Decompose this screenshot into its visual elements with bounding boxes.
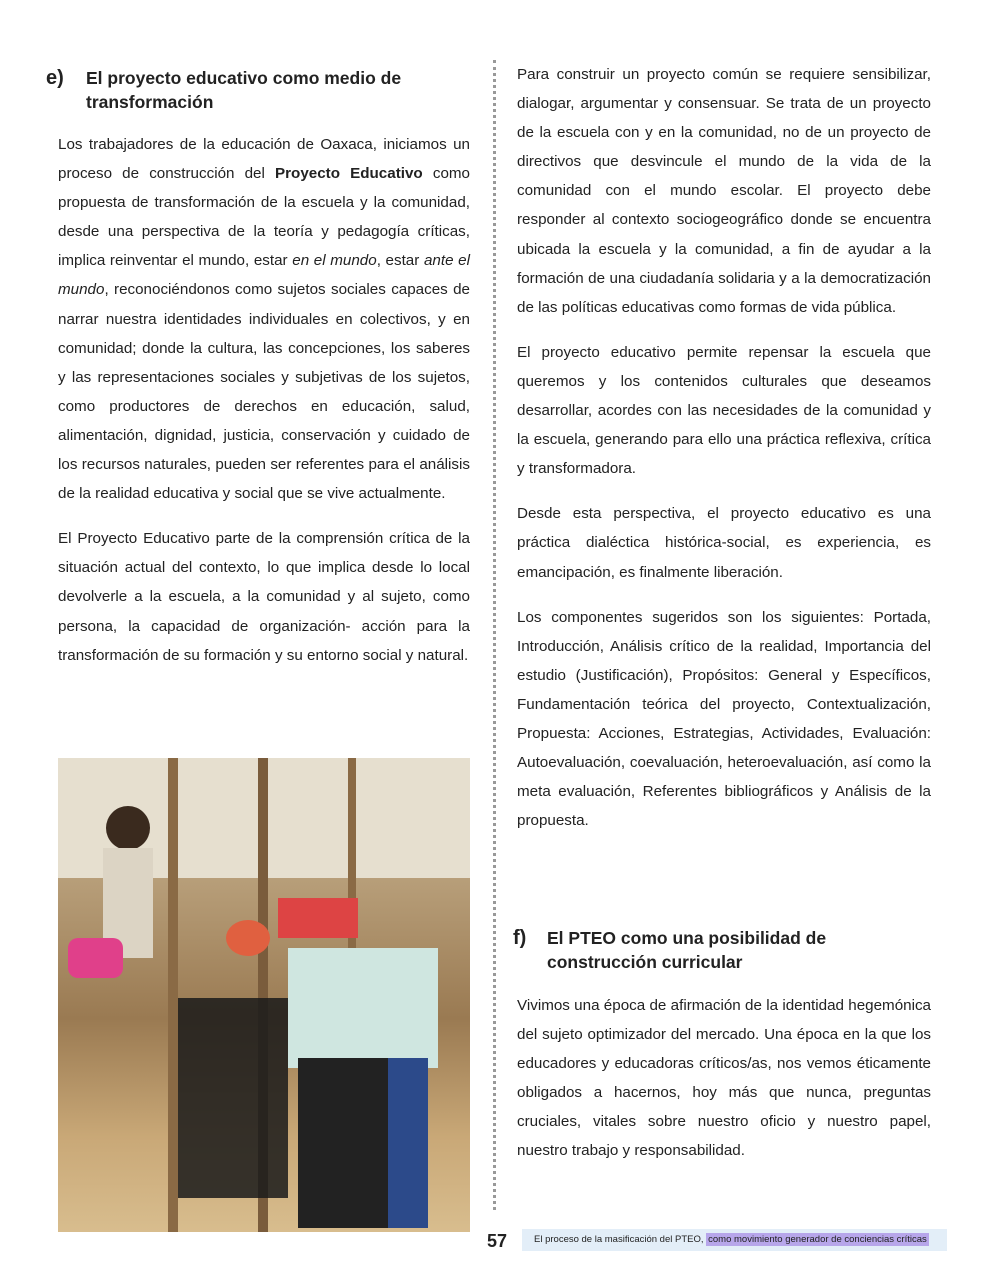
photo-illustration — [58, 758, 470, 1232]
italic-text: en el mundo — [292, 252, 377, 270]
paragraph: El proyecto educativo permite repensar la escuela que queremos y los contenidos culturales que deseamos desarrollar, acordes con las necesidades de la comunidad y la escuela, generando para ello una práctica reflexiva, crítica y transformadora. — [517, 343, 931, 478]
running-footer — [522, 1229, 947, 1251]
paragraph: El Proyecto Educativo parte de la comprensión crítica de la situación actual del contexto, lo que implica desde lo local devolverle a la escuela, a la comunidad y al sujeto, como persona, la capacidad de organización- acción para la transformación de su formación y su entorno social y natural. — [58, 530, 470, 664]
section-letter: f) — [513, 927, 527, 949]
section-f-heading — [513, 926, 913, 974]
photo-children-planting — [58, 758, 470, 1232]
footer-highlight-text: como movimiento generador de conciencias críticas — [708, 1234, 927, 1245]
text: como propuesta de transformación de la escuela y la comunidad, desde una perspectiva de la teoría y pedagogía críticas, implica reinventar el mundo, estar — [58, 165, 470, 270]
bold-text: Proyecto Educativo — [275, 165, 423, 183]
section-title: El PTEO como una posibilidad de construcción curricular — [547, 928, 827, 972]
page-number: 57 — [487, 1231, 508, 1251]
column-divider — [493, 60, 496, 1210]
text: , estar — [376, 252, 424, 270]
paragraph: Vivimos una época de afirmación de la identidad hegemónica del sujeto optimizador del mercado. Una época en la que los educadores y educadoras críticos/as, nos vemos éticamente obligados a hacernos, hoy más que nunca, preguntas cruciales, vitales sobre nuestro oficio y nuestro papel, nuestro trabajo y responsabilidad. — [517, 997, 931, 1160]
right-column-lower — [517, 991, 931, 1166]
section-title: El proyecto educativo como medio de transformación — [86, 68, 402, 112]
text: Los trabajadores de la educación de Oaxaca, iniciamos un proceso de construcción del — [58, 136, 470, 183]
footer-text: El proceso de la masificación del PTEO, — [534, 1234, 707, 1245]
section-letter: e) — [46, 67, 64, 89]
right-column — [517, 60, 931, 835]
paragraph: Para construir un proyecto común se requiere sensibilizar, dialogar, argumentar y consensuar. Se trata de un proyecto de la escuela con y en la comunidad, no de un proyecto de directivos que desvincule el mundo de la vida de la comunidad con el mundo escolar. El proyecto debe responder al contexto sociogeográfico donde se encuentra ubicada la escuela y la comunidad, a fin de ayudar a la formación de una ciudadanía solidaria y a la democratización de las políticas educativas como formas de vida pública. — [517, 66, 931, 316]
left-column — [58, 130, 470, 670]
text: , reconociéndonos como sujetos sociales capaces de narrar nuestra identidades individuales en colectivos, y en comunidad; donde la cultura, las concepciones, los saberes y las representaciones sociales y subjetivas de los sujetos, como productores de derechos en educación, salud, alimentación, dignidad, justicia, conservación y cuidado de los recursos naturales, pueden ser referentes para el análisis de la realidad educativa y social que se vive actualmente. — [58, 281, 470, 503]
section-e-heading — [46, 66, 476, 114]
paragraph — [58, 130, 470, 508]
paragraph: Los componentes sugeridos son los siguientes: Portada, Introducción, Análisis crítico de la realidad, Importancia del estudio (Justificación), Propósitos: General y Específicos, Fundamentación teórica del proyecto, Contextualización, Propuesta: Acciones, Estrategias, Actividades, Evaluación: Autoevaluación, coevaluación, heteroevaluación, así como la meta evaluación, Referentes bibliográficos y Análisis de la propuesta. — [517, 608, 931, 830]
italic-text: ante el mundo — [58, 252, 470, 299]
paragraph: Desde esta perspectiva, el proyecto educativo es una práctica dialéctica histórica-social, es experiencia, es emancipación, es finalmente liberación. — [517, 505, 931, 581]
